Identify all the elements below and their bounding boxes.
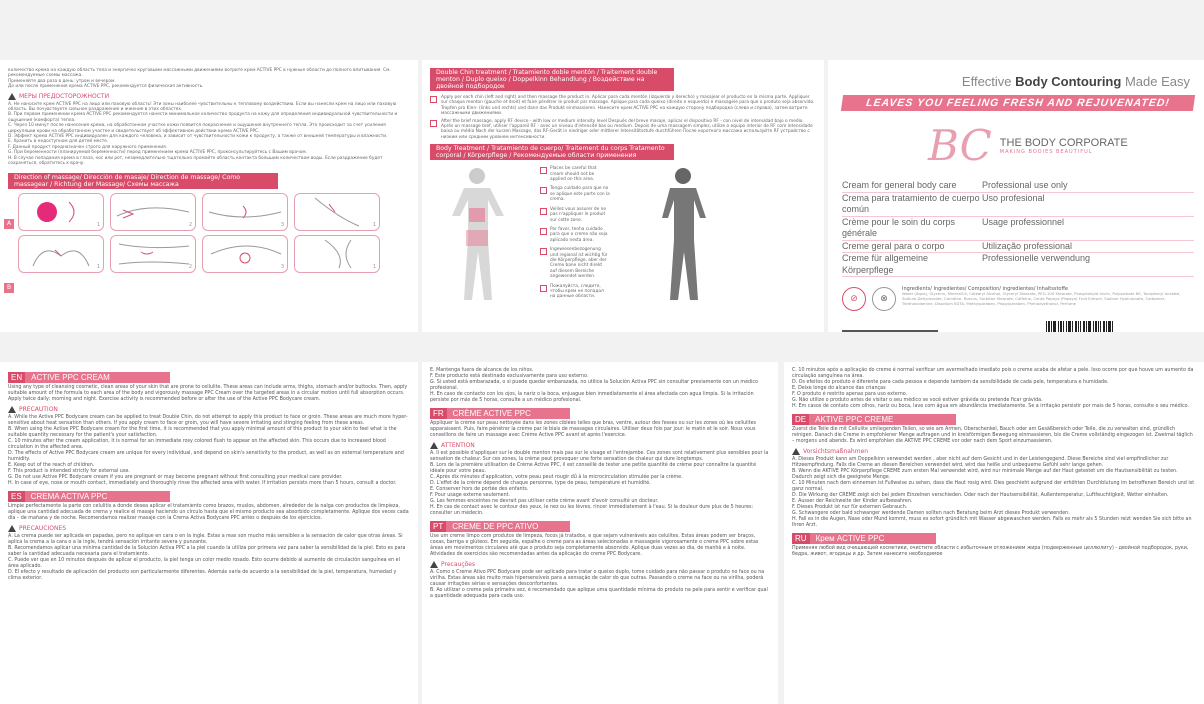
product-usage: Utilização professional	[982, 240, 1073, 251]
legend-item	[540, 247, 610, 279]
warning-heading	[430, 561, 770, 568]
section-header-es	[8, 491, 170, 502]
double-chin-title: Double Chin treatment / Tratamiento doble mentón / Traitement double menton / Duplo queixo / Doppelkinn Behandlung / Воздействие на двойной подбородок	[430, 68, 674, 91]
ru-body: Применяя любой вид очищающей косметики, очистите области с избыточным отложением жира (подверженные целлюлиту) - двойной подбородок, руки, бедра, живот, ягодицы и др. Затем нанесите необходимое	[792, 546, 1189, 557]
list-item: G. Schwangere oder bald schwanger werdende Damen sollten nach Beratung beim Arzt dieses Produkt verwenden.	[792, 511, 1070, 516]
product-usage: Professional use only	[982, 180, 1068, 190]
logo-mark: BC	[928, 121, 992, 170]
cell-number: 1	[96, 263, 100, 270]
list-item: C. 10 minutes after the cream application, it is normal for an immediate rosy colored flush to appear on the affected skin. This occurs due to increased blood circulation in the affected area.	[8, 439, 386, 450]
barcode	[1046, 321, 1133, 332]
warning-heading	[8, 93, 410, 100]
list-item: A. Dieses Produkt kann am Doppelkinn verwendet werden , aber nicht auf dem Gesicht und in der Leistengegend. Diese Bereiche sind viel empfindlicher zur Hitzeempfindung. Falls die Creme an diesen Bereichen verwendet wird, wird das heiße und unbequeme Gefühl sehr lange gehen.	[792, 457, 1169, 468]
massage-diagram	[294, 235, 380, 273]
warning-list	[8, 534, 410, 582]
list-item: G. Não utilize o produto antes de visitar o seu médico se você estiver grávida ou pretende ficar grávida.	[792, 398, 1043, 403]
list-item: D. El efecto y resultado de aplicación del producto son particularmente diferentes. Además varía de acuerdo a la sensibilidad de la piel, temperatura, humedad y clima exterior.	[8, 570, 397, 581]
product-name: Creme geral para o corpo	[842, 240, 945, 251]
leg-icon	[295, 194, 379, 230]
body-treatment-title: Body Treatment / Tratamiento de cuerpo/ Traitement du corps Tratamento corporal / Körperpflege / Рекомендуемые области применения	[430, 144, 674, 160]
es-continued-list	[422, 362, 778, 404]
list-item: B. When using the Active PPC Bodycare cream for the first time, it is recommended that you apply minimal amount of this product to your skin to feel what is the suitable quantity necessary for the patient's your satisfaction.	[8, 427, 397, 438]
direction-title: Direction of massage/ Dirección de masaje/ Direction de massage/ Como massagear / Richtung der Massage/ Схемы массажа	[8, 173, 278, 189]
list-item: A. Il est possible d'appliquer sur le double menton mais pas sur le visage et l'entrejambe. Ces zones sont relativement plus sensibles pour la sensation de chaleur. Sur ces zones, la crème peut provoquer une forte sensation de chaleur qui dure longtemps.	[430, 451, 769, 462]
list-item: F. Pour usage externe seulement.	[430, 493, 511, 498]
section-header-en	[8, 372, 170, 383]
headline-bold: Body Contouring	[1015, 74, 1122, 89]
massage-diagram	[18, 235, 104, 273]
cell-number: 1	[96, 221, 100, 228]
arm-icon	[203, 194, 287, 230]
product-usage: Professionelle verwendung	[982, 253, 1091, 263]
massage-diagram-grid	[18, 193, 410, 273]
warning-heading	[430, 442, 770, 449]
lang-title: AKTIVE PPC CREME	[809, 414, 956, 425]
checkbox-icon	[430, 120, 437, 127]
brand-tagline: MAKING BODIES BEAUTIFUL	[999, 148, 1093, 155]
panel-instructions-russian	[0, 60, 418, 332]
product-name: Creme für allgemeine Körperpflege	[842, 253, 929, 275]
product-line	[842, 253, 1194, 277]
ingredients-list: Water (Aqua), Glycerin, MineralOil, Cetearyl Alcohol, Glyceryl Stearate, PEG-100 Stearate, Phospholipid Inulin, Polysorbate 60, Tocopheryl Acetate, Sodium Dehydroxide, Carnitine, Ruscus, Sorbitan Stearate, Caffeine, Centa Papaya (Papaya) Fruit Extract, Sodium Hyaluronate, Carbomer, Triethanolamine, Disodium EDTA, Methylparaben, Propylparaben, Phenoxyethanol, Perfume	[902, 291, 1181, 306]
massage-diagram	[202, 235, 288, 273]
list-item: H. In case of eye, nose or mouth contact, immediately and thoroughly rinse the affected area with water. If irritation persists more than 5 hours, consult a doctor.	[8, 481, 397, 486]
warning-title: МЕРЫ ПРЕДОСТОРОЖНОСТИ	[19, 92, 110, 100]
lang-code: RU	[792, 533, 810, 544]
chin-step-text: After the brief massage, apply RF device - with low or medium intensity level Después del breve masaje, aplicar el dispositivo RF - con nivel de intensidad bajo o medio. Après un massage bref, utiliser l'appareil RF - avec un niveau d'intensité bas ou medium. Depois de uma massagem simples, utilize o equipo interior de RF com intensidade baixa ou média Nach der kurzen Massage, das RF-Gerät in niedriger oder mittlerer Intensitätsstufe durchführen После короткого массажа используйте RF устройство с низким или средним уровнем интенсивности.	[441, 118, 813, 140]
fr-body: Appliquer la crème sur peau nettoyée dans les zones ciblées telles que bras, ventre, autour des fesses ou sur les zones où les cellulites apparaissent. Puis, faire pénétrer la crème par le biais de massages circulaires. Utiliser deux fois par jour: le matin et le soir. Nous vous conseillons de faire un massage avec Crème Active PPC avant et après l'exercice.	[430, 421, 757, 438]
list-item: B. Lors de la première utilisation de Crème Active PPC, il est conseillé de tester une petite quantité de crème pour connaître la quantité idéale pour votre peau.	[430, 463, 757, 474]
lang-title: ACTIVE PPC CREAM	[25, 372, 170, 383]
product-name: Crème pour le soin du corps générale	[842, 216, 956, 238]
body-front-figure-icon	[442, 164, 512, 314]
product-name: Cream for general body care	[842, 180, 957, 190]
list-item: B. Recomendamos aplicar una mínima cantidad de la Solución Activa PPC a la piel cuando la utiliza por primera vez para saber la sensibilidad de la piel. Esto es para saber la cantidad adecuada necesaria para el tratamiento.	[8, 546, 406, 557]
row-label-b: B	[4, 283, 14, 293]
brand-name: THE BODY CORPORATE	[999, 136, 1128, 149]
warning-title: ATTENTION	[441, 442, 475, 449]
panel-fr-pt	[422, 362, 778, 704]
es-body: Limpie perfectamente la parte con celulitis a donde desea aplicar el tratamiento como brazos, muslos, abdomen, alrededor de la nalga con productos de limpieza, aplique una cantidad adecuada de crema y realice el masaje haciendo un círculo hasta que el mismo producto sea absorbido completamente. Aplique dos veces cada día – de mañana y de noche. Recomendamos realizar masaje con la Crema Activa Bodycare PPC antes o después de los ejercicios.	[8, 504, 409, 521]
warning-icon	[792, 448, 800, 455]
lang-code: FR	[430, 408, 447, 419]
legend-item	[540, 186, 610, 202]
list-item: H. В случае попадания крема в глаза, нос или рот, незамедлительно тщательно промойте область контакта большим количеством воды. Если раздражение будет сохраняться, обратитесь к врачу.	[8, 155, 383, 167]
maker-box	[842, 330, 938, 332]
list-item: H. En cas de contact avec le contour des yeux, le nez ou les lèvres, rincer immédiatement à l'eau. Si la douleur dure plus de 5 heures: consulter un médecin.	[430, 505, 754, 516]
tagline-banner: LEAVES YOU FEELING FRESH AND REJUVENATED!	[841, 95, 1195, 111]
headline	[828, 74, 1190, 89]
list-item: G. При беременности (планируемой беременности) перед применением крема ACTIVE PPC, проконсультируйтесь с Вашим врачом.	[8, 150, 307, 156]
warning-icon	[430, 561, 438, 568]
section-header-de	[792, 414, 956, 425]
list-item: H. Fall es in die Augen, Nase oder Mund kommt, muss es sofort gründlich mit Wasser abgewaschen werden. Falls es mehr als 5 Stunden reizt wenden Sie sich bitte an Ihren Arzt.	[792, 517, 1192, 528]
list-item: G. Les femmes enceintes ne devrait pas utiliser cette crème avant d'avoir consulté un docteur.	[430, 499, 659, 504]
list-item: B. Ao utilizar o creme pela primeira vez, é recomendado que aplique uma quantidade mínima do produto na pele para sentir e verificar qual a quantidade adequada para cada uso.	[430, 588, 768, 599]
panel-de-ru	[784, 362, 1204, 704]
legend-text: Veillez vous assurer de ne pas n'appliquer le produit sur cette zone.	[550, 206, 606, 223]
list-item: F. Данный продукт предназначен строго для наружного применения.	[8, 144, 168, 150]
warning-icon	[8, 406, 16, 413]
list-item: H. En caso de contacto con los ojos, la nariz o la boca, enjuague bien inmediatamente el área afectada con agua limpia. Si la irritación persiste por más de 5 horas, consulte a un médico profesional.	[430, 392, 754, 403]
en-body: Using any type of cleansing cosmetic, clean areas of your skin that are prone to cellulite. These areas can include arms, thighs, stomach and/or buttocks. Then, apply suitable amount of the formula to each area of the body and vigorously massage PPC Cream over the targeted areas in a circular motion until full absorption occurs. Apply twice daily: morning and night. Exercise activity is recommended before or after the use of the Active PPC Bodycare cream.	[8, 385, 408, 402]
lang-title: CREME DE PPC ATIVO	[446, 521, 570, 532]
legend-item	[540, 166, 610, 182]
arm-icon	[111, 194, 195, 230]
chin-step	[430, 95, 816, 117]
list-item: E. Mantenga fuera de alcance de los niños.	[430, 368, 534, 373]
lang-code: ES	[8, 491, 25, 502]
product-name: Crema para tratamiento de cuerpo común	[842, 192, 980, 214]
massage-diagram	[18, 193, 104, 231]
warning-list	[8, 102, 410, 167]
headline-post: Made Easy	[1124, 74, 1190, 89]
no-groin-icon: ⊗	[872, 287, 896, 311]
list-item: D. Эффект крема ACTIVE PPC индивидуален для каждого человека, и зависит от чувствительности кожи к продукту, а также от внешней температуры и влажности.	[8, 134, 388, 140]
list-item: C. Après dix minutes d'application, votre peau peut rougir dû à la microcirculation stimulée par la crème.	[430, 475, 683, 480]
cell-number: 3	[280, 263, 284, 270]
no-face-icon: ⊘	[842, 287, 866, 311]
list-item: F. This product is intended strictly for external use.	[8, 469, 130, 474]
lang-code: EN	[8, 372, 25, 383]
lang-title: CREMA ACTIVA PPC	[25, 491, 170, 502]
warning-icon	[8, 525, 16, 532]
warning-list	[8, 415, 410, 487]
warning-heading	[792, 448, 1196, 455]
list-item: C. 10 Minuten nach dem einnemen ist Fullweise zu sehen, dass die Haut rosig wird. Dies geschieht aufgrund der erhöhten Durchblutung im betroffenen Bereich und ist ganz normal.	[792, 481, 1195, 492]
legend-item	[540, 284, 610, 300]
warning-heading	[8, 525, 410, 532]
list-item: C. Через 10 минут после нанесения крема, на обработанном участке кожи появится покраснение и ощущение внутреннего тепла. Это происходит за счет усиления циркуляции крови на обработанном участке и свидетельствует об эффективном действии крема ACTIVE PPC.	[8, 123, 386, 134]
intro-line: количество крема на каждую область тела и энергично круговыми массажными движениями вотрите крем ACTIVE PPC в нужные области до полного впитывания. См. рекомендуемые схемы массажа.	[8, 68, 391, 79]
lang-title: CRÈME ACTIVE PPC	[447, 408, 570, 419]
warning-title: Precauções	[441, 561, 476, 568]
list-item: C. 10 minutos após a aplicação do creme é normal verificar um avermelhado imediato pois o creme acaba de afetar a pele. Isso ocorre por que houve um aumento da circulação sanguínea na área.	[792, 368, 1194, 379]
warning-list	[792, 457, 1196, 529]
product-usage: Uso profesional	[982, 192, 1045, 203]
ingredients-title: Ingredients/ Ingredientes/ Composition/ ingredientes/ Inhaltsstoffe	[902, 286, 1069, 292]
cell-number: 3	[280, 221, 284, 228]
body-back-figure-icon	[648, 164, 718, 314]
warning-heading	[8, 406, 410, 413]
checkbox-icon	[540, 167, 547, 174]
section-header-ru	[792, 533, 936, 544]
list-item: G. Do not use Active PPC Bodycare cream if you are pregnant or may become pregnant without first consulting your medical care provider.	[8, 475, 343, 480]
checkbox-icon	[540, 285, 547, 292]
pt-body: Use um creme limpo com produtos de limpeza, focos já tratados, e que sejam vulneráveis aos celulites. Estas áreas podem ser braços, coxas, barriga e glúteos. Em seguida, espalhe o creme para as áreas selecionadas e massageie vigorosamente o creme PPC sobre estas áreas em movimentos circulares até que o produto seja completamente absorvido. Aplique duas vezes ao dia, de manhã e à noite. Atividades de exercícios são recomendadas antes da aplicação do creme PPC Bodycare.	[430, 534, 759, 557]
massage-diagram	[110, 235, 196, 273]
body-legend	[540, 166, 610, 304]
chin-step	[430, 119, 816, 141]
warning-title: PRECAUCIONES	[19, 525, 67, 532]
checkbox-icon	[540, 228, 547, 235]
intro-line: До или после применения крема ACTIVE PPC, рекомендуется физическая активность.	[8, 84, 204, 90]
legend-text: Ingewiesenbezogenung und regional ist wichtig für die Körperpflege, aber der Creme bane nicht direkt auf diesem Bereiche angewendet werden.	[550, 247, 608, 280]
lang-title: Крем ACTIVE PPC	[810, 533, 936, 544]
list-item: F. O produto é restrito apenas para uso externo.	[792, 392, 908, 397]
warning-list	[430, 570, 770, 600]
cell-number: 1	[372, 263, 376, 270]
headline-pre: Effective	[961, 74, 1012, 89]
product-line	[842, 217, 1194, 241]
product-lines	[842, 180, 1194, 277]
massage-diagram	[294, 193, 380, 231]
product-line	[842, 193, 1194, 217]
list-item: A. La crema puede ser aplicada en papadas, pero no aplique en cara o en la ingle. Estas a reas son mucho más sensibles a la sensación de calor que otras áreas. Si aplica la crema a la cara o a la ingle, tendrá sensación irritante severa y punzante.	[8, 534, 403, 545]
massage-diagram	[202, 193, 288, 231]
panel-product-label	[828, 60, 1204, 332]
list-item: B. При первом применении крема ACTIVE PPC рекомендуется нанести минимальное количество продукта на кожу для определения индивидуальной чувствительности и ощущения (комфорта) тепла.	[8, 112, 398, 123]
row-label-a: A	[4, 219, 14, 229]
barcode-bars-icon	[1046, 321, 1133, 332]
pt-continued-list	[784, 362, 1204, 410]
product-usage: Usage professionnel	[982, 216, 1065, 227]
chin-step-text: Apply per each chin (left and right) and then massage the product in. Aplicar para cada mentón (izquierdo y derecho) y masajear el producto en la misma parte. Appliquer sur chaque menton (gauche et droit) et faire pénétrer le produit par massage. Aplique para cada queixo (direito e esquerdo) e massageie para que o produto seja absorvido. Tropfen pro Kinn- (links und rechts) und dann das Produkt einmassieren. Нанесите крем ACTIVE PPC на каждую сторону подбородка (слева и справа), затем вотрите массажными движениями.	[441, 95, 815, 117]
legend-text: Por favor, tenha cuidado para que o creme não seja aplicado nesta área.	[550, 226, 608, 243]
cell-number: 2	[188, 263, 192, 270]
list-item: E. Deixe longe do alcance das crianças	[792, 386, 886, 391]
intro-text	[0, 60, 418, 90]
stomach-icon	[203, 236, 287, 272]
list-item: G. Si usted está embarazada, o si puede quedar embarazada, no utilice la Solución Activa PPC sin consultar previamente con un médico profesional.	[430, 380, 758, 391]
list-item: E. Conserver hors de portée des enfants.	[430, 487, 529, 492]
list-item: H. Em casos de contato com olhos, nariz ou boca, lave com água em abundância imediatamente. Se a irritação persistir por mais de 5 horas, consulte o seu médico.	[792, 404, 1189, 409]
list-item: B. Wenn die AKTIVE PPC Körperpflege CREME zum ersten Mal verwendet wird, wird nur minimale Menge auf der Haut getestet um die Hautsensibilität zu testen. Dadurch zeigt sich die geeignete Menge.	[792, 469, 1178, 480]
list-item: D. The effects of Active PPC Bodycare cream are unique for every individual, and depend on skin's sensitivity to the product, as well as on external temperature and humidity.	[8, 451, 404, 462]
panel-treatment	[422, 60, 824, 332]
list-item: D. L'effet de la crème dépend de chaque personne, type de peau, température et humidité.	[430, 481, 651, 486]
buttocks-icon	[19, 236, 103, 272]
list-item: F. Dieses Produkt ist nur für externen Gebrauch.	[792, 505, 908, 510]
legend-text: Tenga cuidado para que no se aplique este parte con la crema.	[550, 186, 610, 203]
brand-logo	[928, 121, 1204, 170]
product-line	[842, 241, 1194, 254]
legend-text: Пожалуйста, следите, чтобы крем не попадал на данные области.	[550, 283, 604, 300]
warning-icon	[8, 93, 16, 100]
thigh-icon	[111, 236, 195, 272]
list-item: A. Не наносите крем ACTIVE PPC на лицо или паховую область! Эти зоны наиболее чувствительны к тепловому воздействию. Если вы нанесли крем на лицо или паховую область. Вы почувствуете сильное раздражение и жжение в этих областях.	[8, 101, 397, 113]
warning-title: PRECAUTION	[19, 406, 58, 413]
checkbox-icon	[430, 96, 437, 103]
list-item: E. Keep out of the reach of children.	[8, 463, 95, 468]
checkbox-icon	[540, 248, 547, 255]
list-item: E. Ausser der Reichweite der Kinder aufbewahren.	[792, 499, 913, 504]
list-item: D. Os efeitos do produto é diferente para cada pessoa e depende também da sensibilidade de cada pele, temperatura e humidade.	[792, 380, 1109, 385]
section-header-pt	[430, 521, 570, 532]
legend-item	[540, 227, 610, 243]
legend-item	[540, 207, 610, 223]
intro-line: Применяйте два раза в день: утром и вечером.	[8, 78, 116, 84]
product-line	[842, 180, 1194, 193]
hip-icon	[295, 236, 379, 272]
face-chin-icon	[19, 194, 103, 230]
list-item: C. Puede ver que en 10 minutos después de aplicar el producto, la piel tenga un color medio rosado. Esto ocurre debido al aumento de circulación sanguínea en el área aplicado.	[8, 558, 400, 569]
checkbox-icon	[540, 208, 547, 215]
warning-list	[430, 451, 770, 517]
list-item: D. Die Wirkung der CREME zeigt sich bei jedem Einzelnen verschieden. Oder nach der Hautsensibilität, Außentemperatur, Luftfeuchtigkeit, Wetter einhalten.	[792, 493, 1169, 498]
warning-title: Vorsichtsmaßnahmen	[803, 448, 869, 455]
legend-text: Places be careful that cream should not be applied on this area.	[550, 166, 597, 183]
cell-number: 2	[188, 221, 192, 228]
list-item: F. Este producto está destinado exclusivamente para uso externo.	[430, 374, 589, 379]
section-header-fr	[430, 408, 570, 419]
cell-number: 1	[372, 221, 376, 228]
lang-code: PT	[430, 521, 446, 532]
list-item: A. Como o Creme Ativo PPC Bodycare pode ser aplicado para tratar o queixo duplo, tome cuidado para não passar o produto no face ou na virilha. Estas áreas são muito mais hipersensíveis para a sensação de calor do que outras. Passando o creme na face ou na virilha, poderá causar irritações sérias e sensações desconfortantes.	[430, 570, 765, 587]
warning-icon	[430, 442, 438, 449]
list-item: A. While the Active PPC Bodycare cream can be applied to treat Double Chin, do not attempt to apply this product to face or groin. These areas are much more hyper-sensitive about heat sensation than others. If you apply cream to face or groin, you will have severe irritating and stinging feeling from these areas.	[8, 415, 408, 426]
panel-en-es	[0, 362, 418, 704]
massage-diagram	[110, 193, 196, 231]
lang-code: DE	[792, 414, 809, 425]
checkbox-icon	[540, 187, 547, 194]
de-body: Zuerst die Teile die mit Cellulite umliegenden Teilen, so wie am Armen, Oberschenkel, Bauch oder am Gesäßbereich oder Teile, die zu verwalten sind, gründlich reinigen. Danach die Creme in empfohlener Menge auftragen und in kreisförmigen Bewegung einmassieren, bis die Creme vollständig eingezogen ist. Zweimal täglich – morgens und abends. Es wird empfohlen die AKTIVE PPC CREME vor oder nach dem Sport einzumassieren.	[792, 427, 1193, 444]
list-item: E. Хранить в недоступном для детей месте.	[8, 139, 109, 145]
